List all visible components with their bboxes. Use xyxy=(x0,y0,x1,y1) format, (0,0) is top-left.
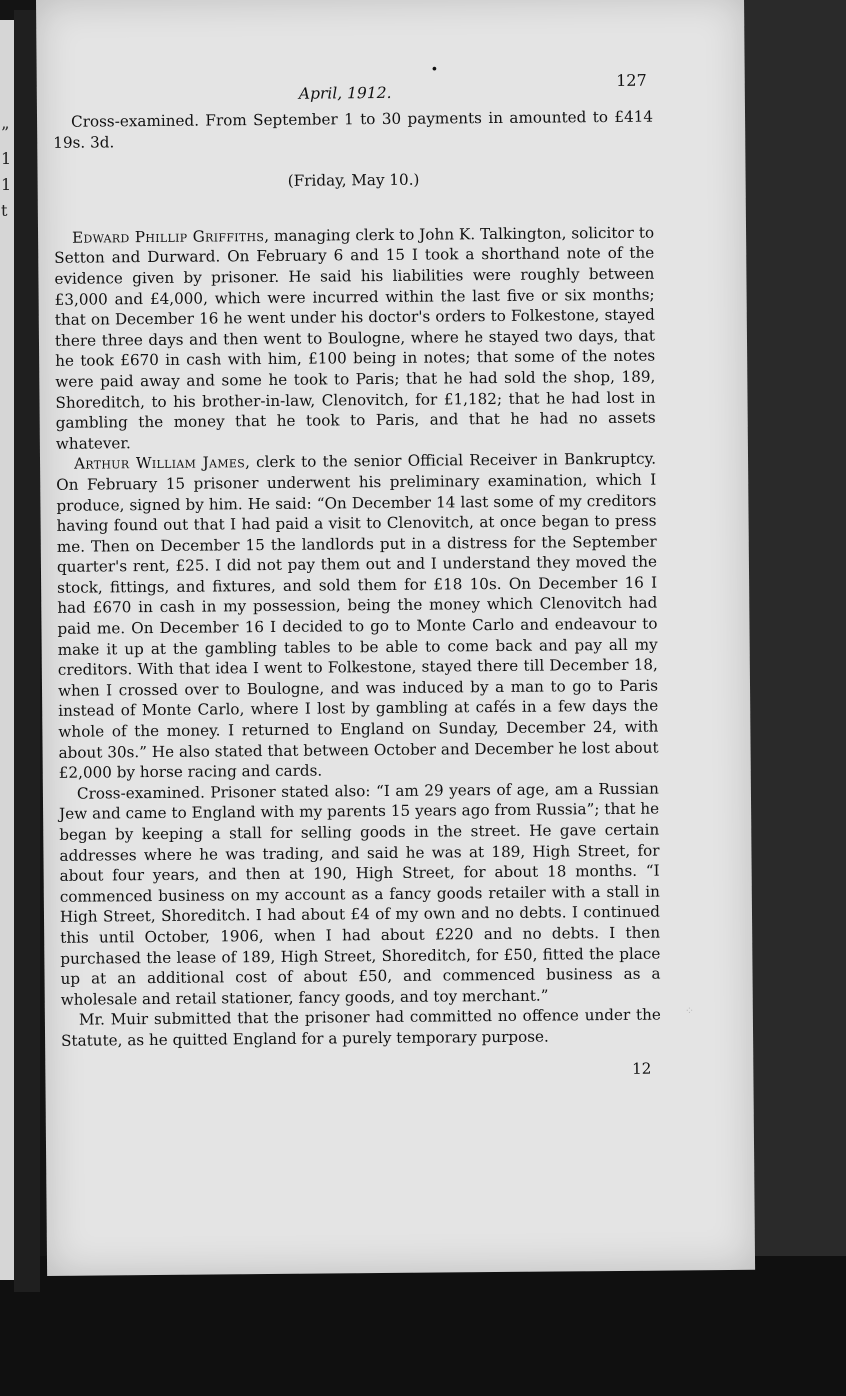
printer-mark: • xyxy=(430,62,439,78)
dust-speck: ⁘ xyxy=(684,1004,695,1018)
page-number: 127 xyxy=(616,70,647,90)
page-content xyxy=(53,62,662,1084)
adjacent-page-edge xyxy=(0,20,14,1280)
witness-paragraph-griffiths xyxy=(54,222,656,454)
adjacent-page-text: ” 1 1 t xyxy=(1,123,12,220)
running-title: April, 1912. xyxy=(298,83,392,103)
paragraph-cross-examined-prisoner: Cross-examined. Prisoner stated also: “I am 29 years of age, am a Russian Jew and came to England with my parents 15 years ago from Russia”; that he began by keeping a stall for selling goods in the street. He gave certain addresses where he was trading, and said he was at 189, High Street, for about four years, and then at 190, High Street, for about 18 months. “I commenced business on my account as a fancy goods retailer with a stall in High Street, Shoreditch. I had about £4 of my own and no debts. I continued this until October, 1906, when I had about £220 and no debts. I then purchased the lease of 189, High Street, Shoreditch, for £50, fitted the place up at an additional cost of about £50, and commenced business as a wholesale and retail stationer, fancy goods, and toy merchant.” xyxy=(59,779,661,1009)
gutter-shadow xyxy=(14,10,40,1292)
background-bottom xyxy=(0,1256,846,1396)
witness-name-griffiths: Edward Phillip Griffiths xyxy=(71,226,265,247)
witness-paragraph-james xyxy=(56,449,659,784)
signature-mark: 12 xyxy=(631,1059,652,1078)
paragraph-cross-examined-payments: Cross-examined. From September 1 to 30 payments in amounted to £414 19s. 3d. xyxy=(53,107,654,152)
book-page xyxy=(36,0,755,1276)
witness-text-griffiths: , managing clerk to John K. Talkington, solicitor to Setton and Durward. On February 6 and 15 I took a shorthand note of the evidence given by prisoner. He said his liabilities were roughly between £3,000 and £4,000, which were incurred within the last five or six months; that on December 16 he went under his doctor's orders to Folkestone, stayed there three days and then went to Boulogne, where he stayed two days, that he took £670 in cash with him, £100 being in notes; that some of the notes were paid away and some he took to Paris; that he had sold the shop, 189, Shoreditch, to his brother-in-law, Clenovitch, for £1,182; that he had lost in gambling the money that he took to Paris, and that he had no assets whatever. xyxy=(54,223,656,453)
paragraph-muir-submission: Mr. Muir submitted that the prisoner had committed no offence under the Statute, as he quitted England for a purely temporary purpose. xyxy=(61,1005,661,1050)
witness-text-james: , clerk to the senior Official Receiver in Bankruptcy. On February 15 prisoner underwent his preliminary examination, which I produce, signed by him. He said: “On December 14 last some of my creditors having found out that I had paid a visit to Clenovitch, at once began to press me. Then on December 15 the landlords put in a distress for the September quarter's rent, £25. I did not pay them out and I understand they moved the stock, fittings, and fixtures, and sold them for £18 10s. On December 16 I had £670 in cash in my possession, being the money which Clenovitch had paid me. On December 16 I decided to go to Monte Carlo and endeavour to make it up at the gambling tables to be able to come back and pay all my creditors. With that idea I went to Folkestone, stayed there till December 18, when I crossed over to Boulogne, and was induced by a man to go to Paris instead of Monte Carlo, where I lost by gambling at cafés in a few days the whole of the money. I returned to England on Sunday, December 24, with about 30s.” He also stated that between October and December he lost about £2,000 by horse racing and cards. xyxy=(56,449,659,783)
date-heading: (Friday, May 10.) xyxy=(287,170,420,190)
witness-name-james: Arthur William James xyxy=(73,453,246,473)
running-head xyxy=(53,62,653,112)
